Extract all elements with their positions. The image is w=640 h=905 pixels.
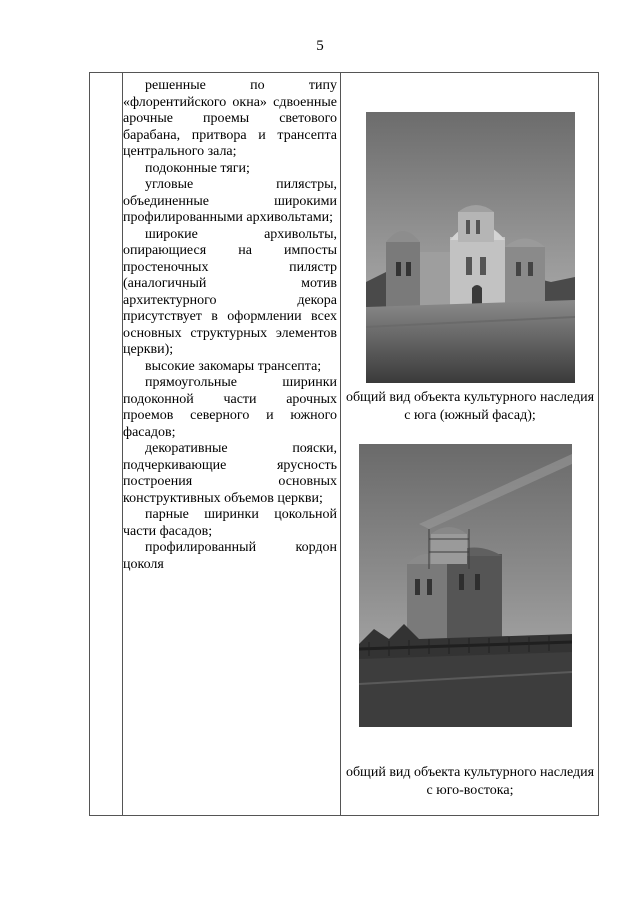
feature-item: широкие архивольты, опирающиеся на импосты простеночных пилястр (аналогичный мотив архитектурного декора присутствует в оформлении всех основных структурных элементов церкви); <box>123 226 337 357</box>
feature-item: высокие закомары трансепта; <box>145 358 322 374</box>
column-divider <box>340 73 341 815</box>
feature-item: угловые пилястры, объединенные широкими профилированными архивольтами; <box>123 177 337 225</box>
photo-caption-south: общий вид объекта культурного наследия с юга (южный фасад); <box>345 390 595 423</box>
church-photo-south <box>366 112 575 383</box>
feature-item: профилированный кордон цоколя <box>123 540 337 572</box>
feature-item: прямоугольные ширинки подоконной части арочных проемов северного и южного фасадов; <box>123 375 337 440</box>
feature-item: решенные по типу «флорентийского окна» сдвоенные арочные проемы светового барабана, притвора и трансепта центрального зала; <box>123 78 337 159</box>
feature-item: декоративные пояски, подчеркивающие ярусность построения основных конструктивных объемов церкви; <box>123 441 337 506</box>
photo-caption-southeast: общий вид объекта культурного наследия с юго-востока; <box>345 765 595 798</box>
feature-item: подоконные тяги; <box>145 160 250 176</box>
page-number: 5 <box>316 38 324 54</box>
church-photo-southeast <box>359 444 572 727</box>
features-list <box>123 78 337 573</box>
feature-item: парные ширинки цокольной части фасадов; <box>123 507 337 539</box>
